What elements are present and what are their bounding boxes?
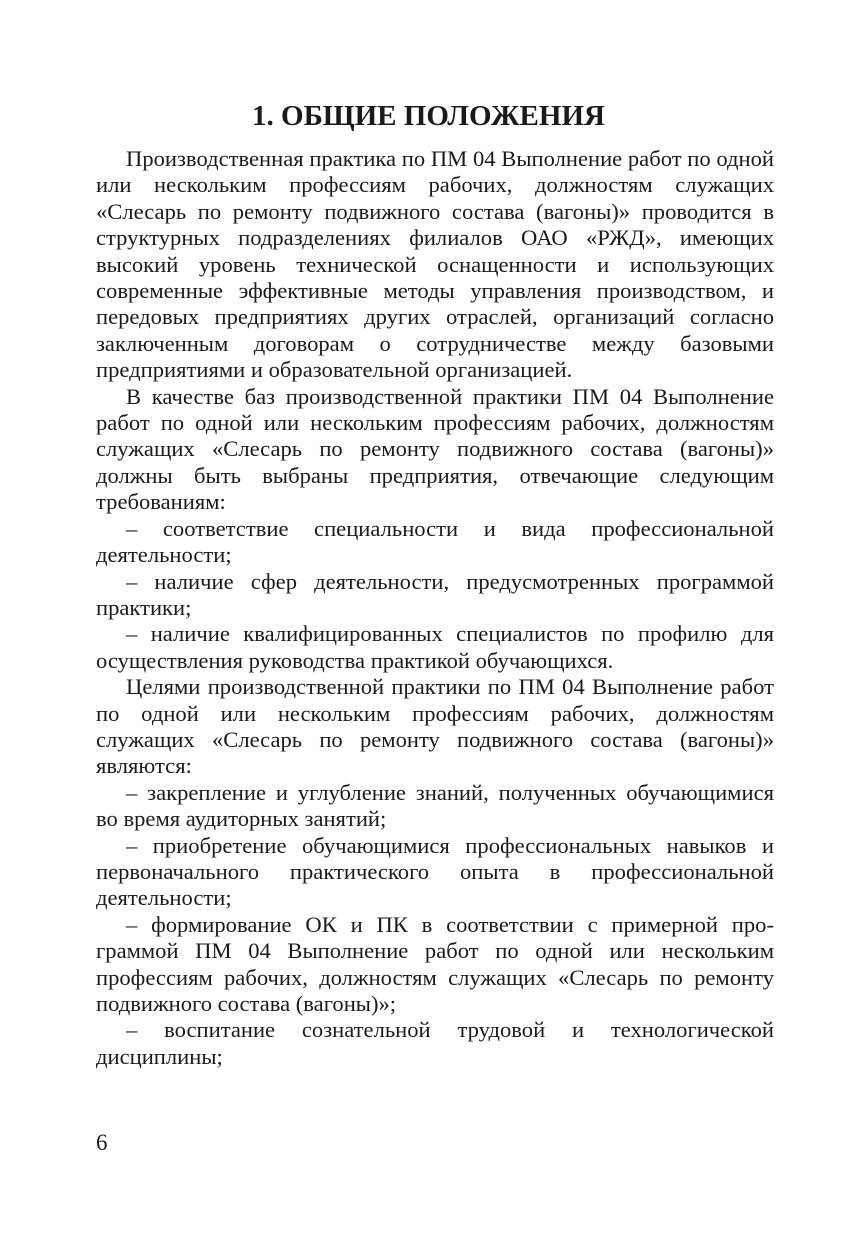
list-item: – наличие квалифицированных специалистов по профилю для осуществления руководства практикой обучающихся. <box>96 621 774 673</box>
body-text <box>96 146 774 1070</box>
paragraph-intro: Производственная практика по ПМ 04 Выполнение работ по одной или нескольким профессиям рабочих, должностям служащих «Слесарь по ремонту подвижного состава (вагоны)» проводится в структурных подразделениях филиалов ОАО «РЖД», имеющих высокий уровень технической оснащенности и использующих современные эффективные методы управления производством, и передовых предприятиях других отраслей, организаций согласно заключенным договорам о сотрудничестве между базовыми предприятиями и образовательной организацией. <box>96 146 774 383</box>
list-item: – наличие сфер деятельности, предусмотренных программой практики; <box>96 568 774 620</box>
page-number: 6 <box>96 1130 108 1155</box>
list-item: – формирование ОК и ПК в соответствии с примерной программой ПМ 04 Выполнение работ по одной или нескольким профессиям рабочих, должностям служащих «Слесарь по ремонту подвижного состава (вагоны)»; <box>96 911 774 1016</box>
list-item: – закрепление и углубление знаний, полученных обучающимися во время аудиторных занятий; <box>96 779 774 832</box>
list-item: – воспитание сознательной трудовой и технологической дисциплины; <box>96 1017 774 1069</box>
list-item: – соответствие специальности и вида профессиональной деятельности; <box>96 515 774 568</box>
paragraph-bases: В качестве баз производственной практики ПМ 04 Выполнение работ по одной или нескольким профессиям рабочих, должностям служащих «Слесарь по ремонту подвижного состава (вагоны)» должны быть выбраны предприятия, отвечающие следующим требованиям: <box>96 383 774 515</box>
paragraph-goals: Целями производственной практики по ПМ 04 Выполнение работ по одной или нескольким профессиям рабочих, должностям служащих «Слесарь по ремонту подвижного состава (вагоны)» являются: <box>96 674 774 779</box>
section-heading: 1. ОБЩИЕ ПОЛОЖЕНИЯ <box>252 100 605 132</box>
list-item: – приобретение обучающимися профессиональных навыков и первоначального практического опыта в профессиональной деятельности; <box>96 832 774 911</box>
